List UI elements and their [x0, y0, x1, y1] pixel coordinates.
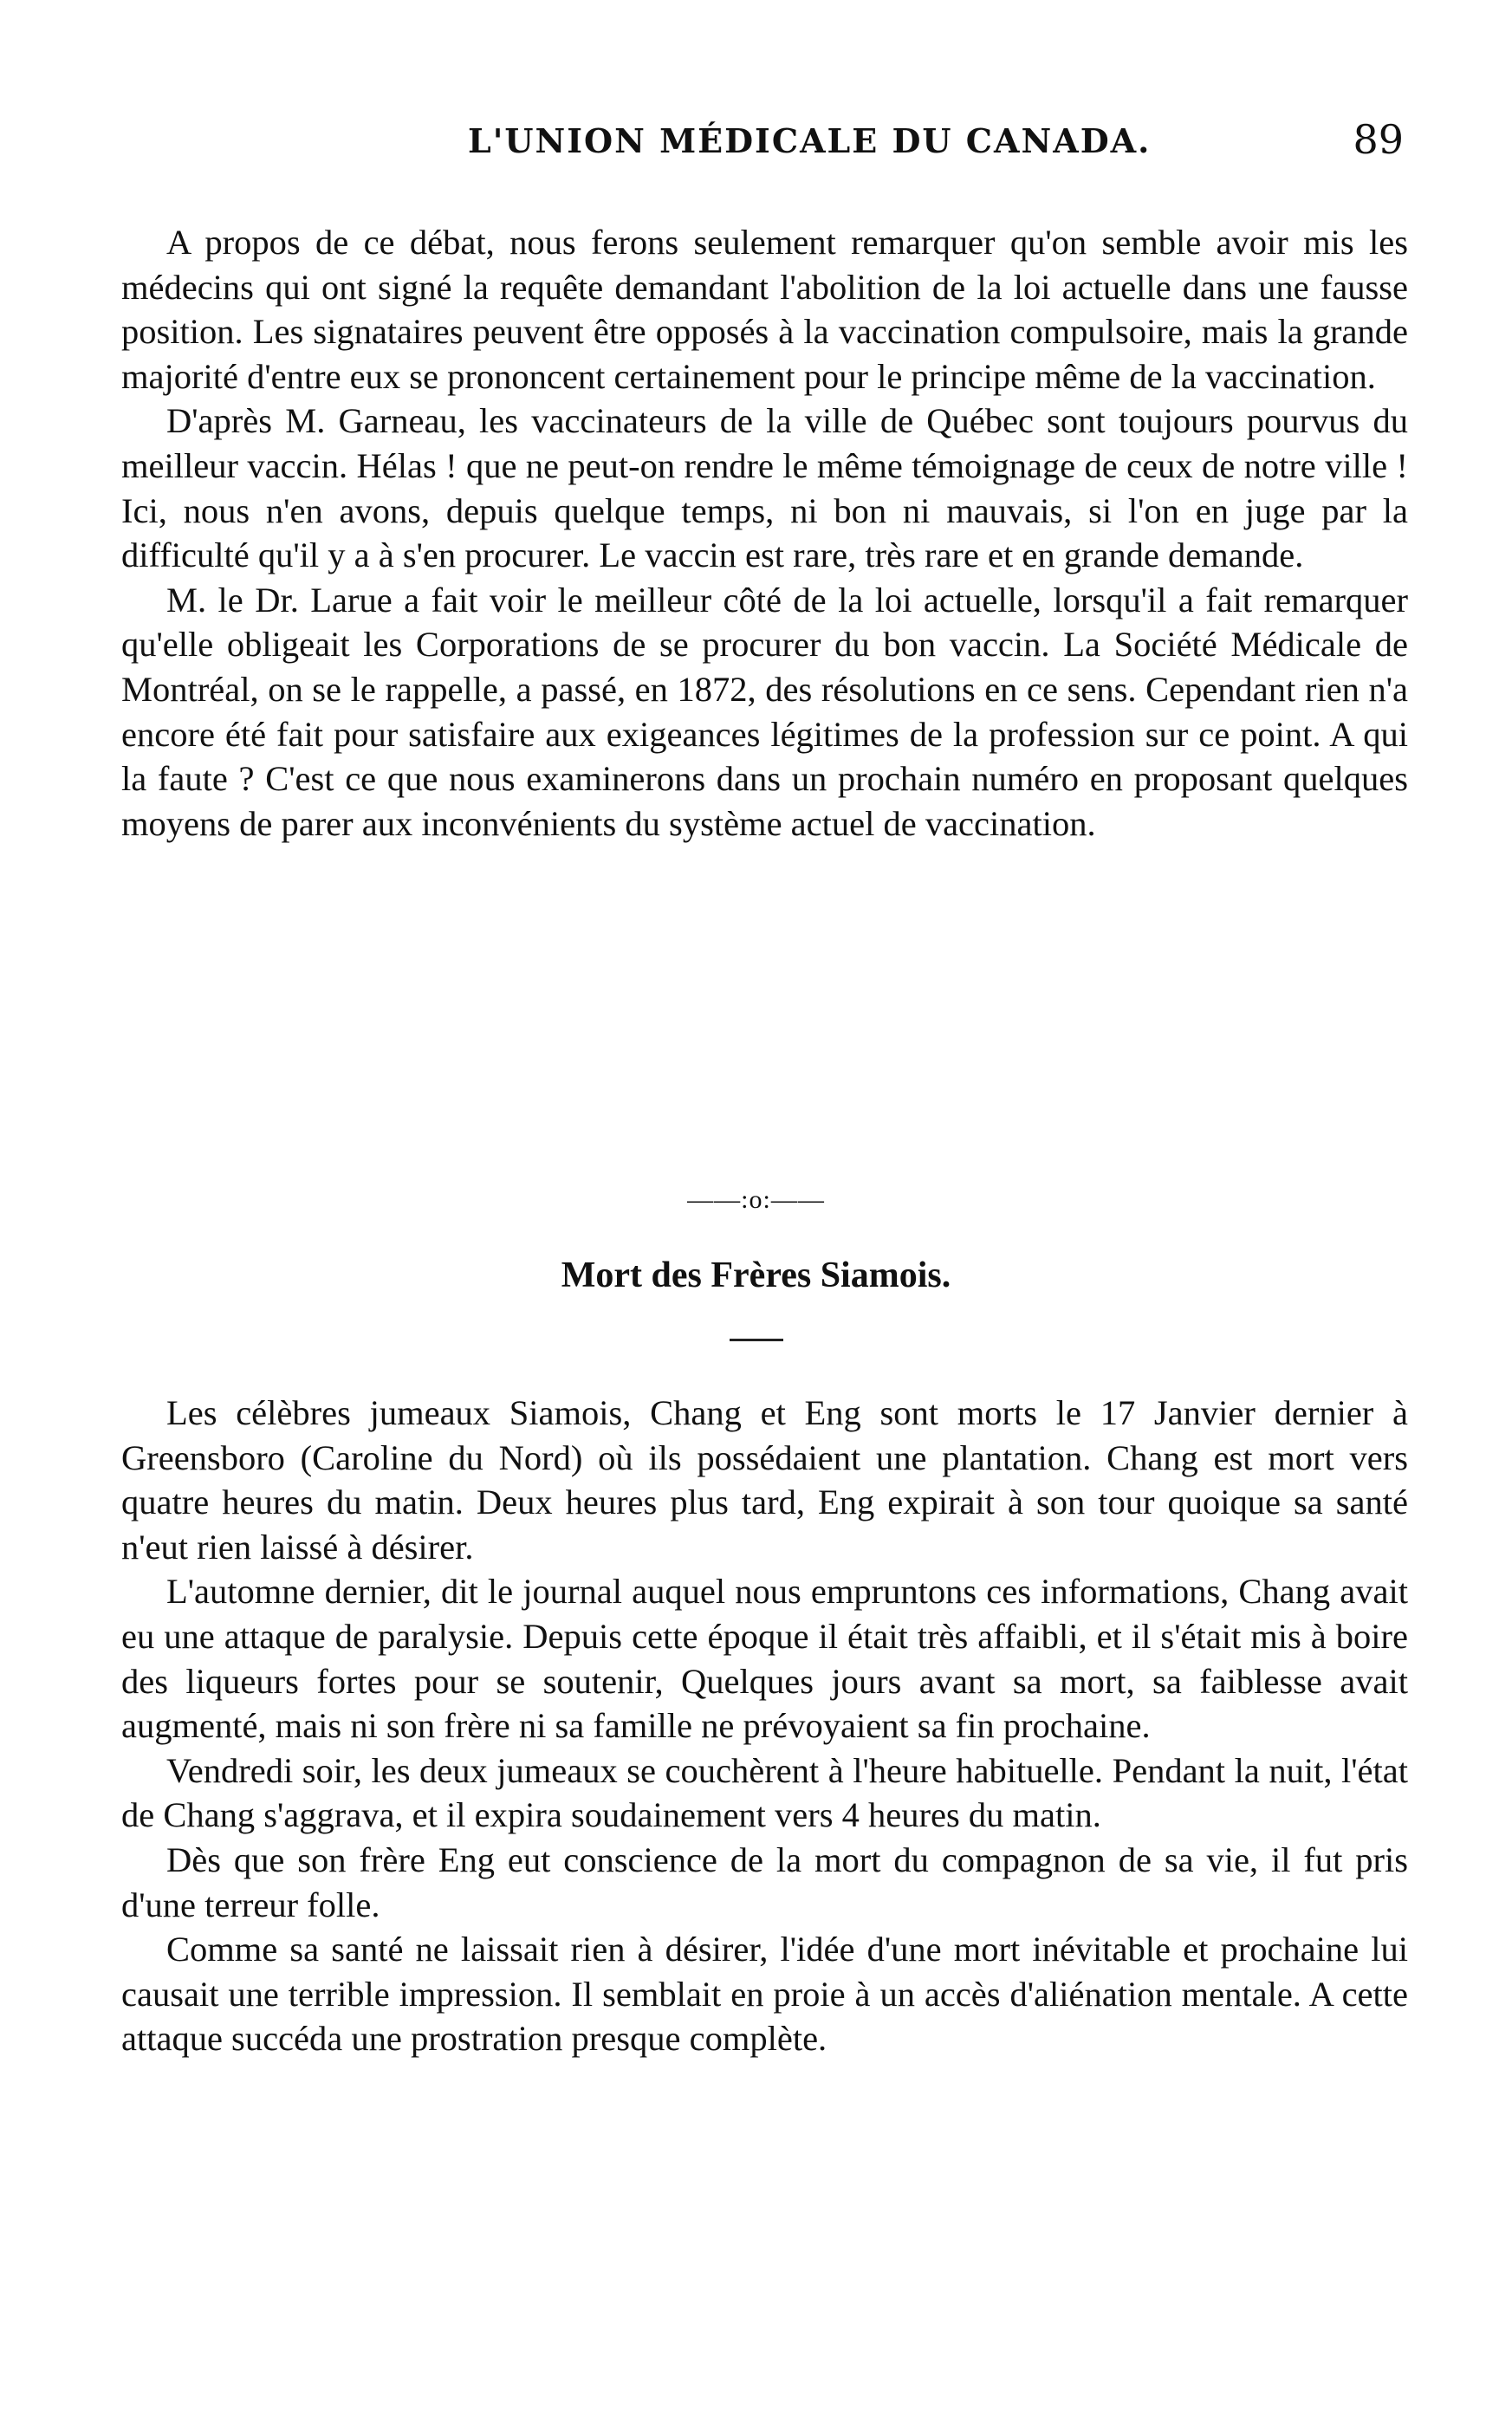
section-divider: ——:o:——	[687, 1185, 825, 1214]
section-heading: Mort des Frères Siamois.	[561, 1255, 951, 1295]
paragraph: A propos de ce débat, nous ferons seulement remarquer qu'on semble avoir mis les médecins qui ont signé la requête demandant l'abolition de la loi actuelle dans une fausse position. Les signataires peuvent être opposés à la vaccination compulsoire, mais la grande majorité d'entre eux se prononcent certainement pour le principe même de la vaccination.	[121, 223, 1408, 396]
paragraph: Vendredi soir, les deux jumeaux se couchèrent à l'heure habituelle. Pendant la nuit, l'état de Chang s'aggrava, et il expira soudainement vers 4 heures du matin.	[121, 1750, 1408, 1835]
running-title: L'UNION MÉDICALE DU CANADA.	[468, 121, 1152, 160]
page-number: 89	[1353, 116, 1404, 163]
paragraph: Les célèbres jumeaux Siamois, Chang et Eng sont morts le 17 Janvier dernier à Greensboro (Caroline du Nord) où ils possédaient une plantation. Chang est mort vers quatre heures du matin. Deux heures plus tard, Eng expirait à son tour quoique sa santé n'eut rien laissé à désirer.	[121, 1393, 1408, 1567]
article-vaccination-body	[121, 220, 1408, 846]
heading-rule	[730, 1339, 783, 1341]
paragraph: Comme sa santé ne laissait rien à désirer, l'idée d'une mort inévitable et prochaine lui causait une terrible impression. Il semblait en proie à un accès d'aliénation mentale. A cette attaque succéda une prostration presque complète.	[121, 1930, 1408, 2059]
article-siamese-twins-body	[121, 1391, 1408, 2061]
paragraph: M. le Dr. Larue a fait voir le meilleur côté de la loi actuelle, lorsqu'il a fait remarquer qu'elle obligeait les Corporations de se procurer du bon vaccin. La Société Médicale de Montréal, on se le rappelle, a passé, en 1872, des résolutions en ce sens. Cependant rien n'a encore été fait pour satisfaire aux exigeances légitimes de la profession sur ce point. A qui la faute ? C'est ce que nous examinerons dans un prochain numéro en proposant quelques moyens de parer aux inconvénients du système actuel de vaccination.	[121, 580, 1408, 843]
running-head	[468, 116, 1404, 163]
paragraph: D'après M. Garneau, les vaccinateurs de la ville de Québec sont toujours pourvus du meilleur vaccin. Hélas ! que ne peut-on rendre le même témoignage de ceux de notre ville ! Ici, nous n'en avons, depuis quelque temps, ni bon ni mauvais, si l'on en juge par la difficulté qu'il y a à s'en procurer. Le vaccin est rare, très rare et en grande demande.	[121, 401, 1408, 575]
paragraph: Dès que son frère Eng eut conscience de la mort du compagnon de sa vie, il fut pris d'une terreur folle.	[121, 1839, 1408, 1924]
paragraph: L'automne dernier, dit le journal auquel nous empruntons ces informations, Chang avait eu une attaque de paralysie. Depuis cette époque il était très affaibli, et il s'était mis à boire des liqueurs fortes pour se soutenir, Quelques jours avant sa mort, sa faiblesse avait augmenté, mais ni son frère ni sa famille ne prévoyaient sa fin prochaine.	[121, 1572, 1408, 1746]
